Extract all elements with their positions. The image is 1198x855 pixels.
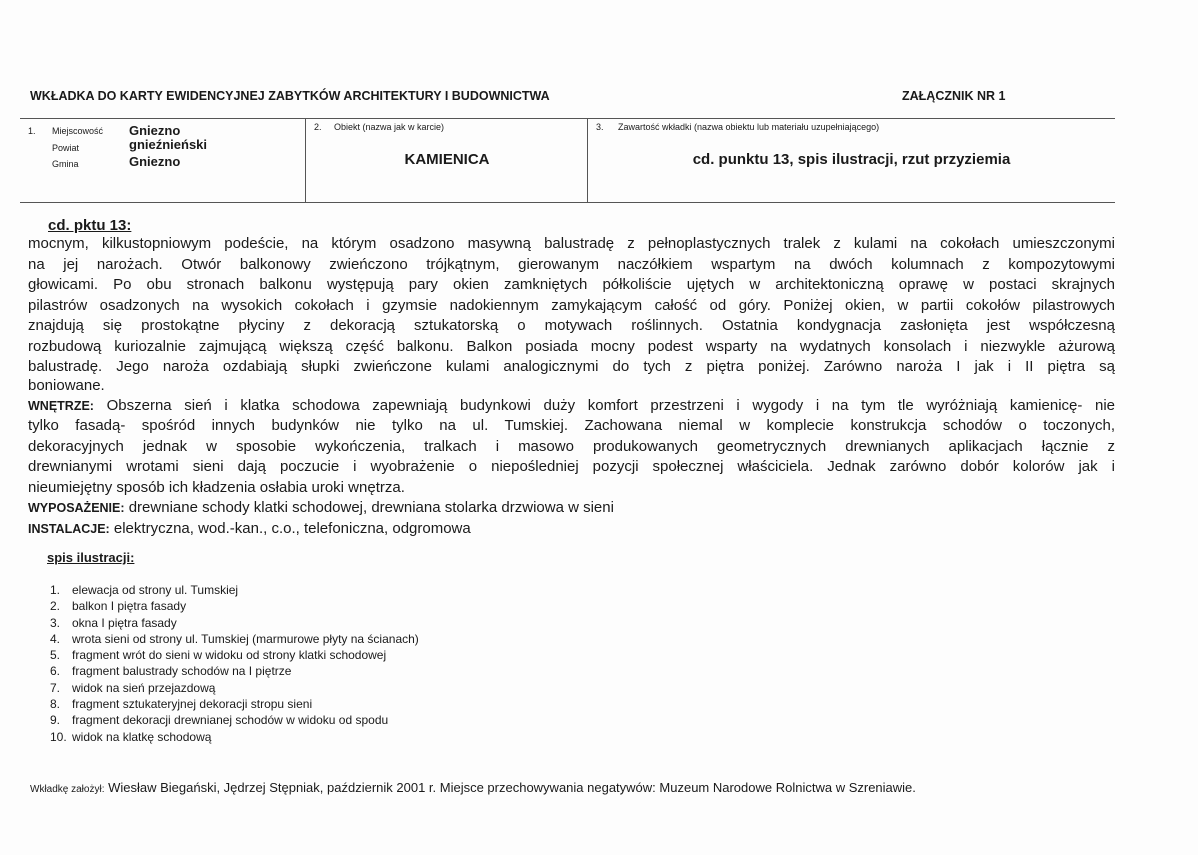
installations-line	[28, 519, 1115, 540]
footer	[30, 780, 916, 795]
list-item	[50, 680, 419, 696]
object-value: KAMIENICA	[404, 151, 490, 168]
item-text: widok na sień przejazdową	[72, 680, 216, 695]
contents-value: cd. punktu 13, spis ilustracji, rzut przyziemia	[692, 151, 1011, 168]
text-line: nieumiejętny sposób ich kładzenia osłabia uroki wnętrza.	[28, 478, 405, 496]
item-text: widok na klatkę schodową	[72, 729, 212, 744]
object-cell	[305, 119, 588, 202]
cell-number: 3.	[596, 122, 604, 132]
text-line: znajdują się prostokątne płyciny z dekoracją sztukatorską o motywach roślinnych. Ostatnia kondygnacja zasłonięta jest współczesną	[28, 317, 1115, 334]
object-label: Obiekt (nazwa jak w karcie)	[334, 122, 445, 132]
item-text: elewacja od strony ul. Tumskiej	[72, 583, 239, 597]
footer-text: Wiesław Biegański, Jędrzej Stępniak, październik 2001 r. Miejsce przechowywania negatywów: Muzeum Narodowe Rolnictwa w Szreniawie.	[104, 780, 916, 795]
text-line: pilastrów osadzonych na wysokich cokołach i gzymsie nadokiennym zamykającym całość od góry. Poniżej okien, w partii cokołów pilastrowych	[28, 296, 1115, 314]
equipment-label: WYPOSAŻENIE:	[28, 501, 125, 515]
cell-number: 2.	[314, 122, 322, 132]
item-number: 2.	[50, 599, 61, 614]
item-number: 8.	[50, 697, 61, 712]
gmina-value: Gniezno	[129, 154, 181, 169]
footer-label: Wkładkę założył:	[30, 784, 105, 795]
installations-text: elektryczna, wod.-kan., c.o., telefoniczna, odgromowa	[109, 519, 471, 537]
text-line: rozbudową kuriozalnie zajmującą większą część balkonu. Balkon posiada mocny podest wsparty na wydatnych konsolach i niezwykle ażurową	[28, 337, 1115, 355]
list-item	[50, 696, 419, 712]
item-text: fragment dekoracji drewnianej schodów w widoku od spodu	[72, 713, 389, 728]
equipment-text: drewniane schody klatki schodowej, drewniana stolarka drzwiowa w sieni	[124, 499, 614, 516]
document-title: WKŁADKA DO KARTY EWIDENCYJNEJ ZABYTKÓW ARCHITEKTURY I BUDOWNICTWA	[30, 89, 550, 103]
miejscowosc-value: Gniezno	[129, 123, 181, 138]
list-item	[50, 712, 419, 728]
item-number: 9.	[50, 713, 61, 728]
contents-label: Zawartość wkładki (nazwa obiektu lub materiału uzupełniającego)	[618, 122, 880, 132]
section-heading: cd. pktu 13:	[48, 217, 132, 234]
text-span: Obszerna sień i klatka schodowa zapewniają budynkowi duży komfort przestrzeni i wygody i na tym tle wyróżniają kamienicę- nie	[93, 396, 1115, 414]
miejscowosc-label: Miejscowość	[52, 126, 104, 136]
annex-number: ZAŁĄCZNIK NR 1	[902, 89, 1006, 103]
item-number: 6.	[50, 664, 61, 679]
list-item	[50, 663, 419, 679]
interior-line	[28, 396, 1115, 417]
item-text: fragment balustrady schodów na I piętrze	[72, 664, 292, 679]
list-item	[50, 582, 419, 598]
text-line: dekoracyjnych jednak w sposobie wykończenia, tralkach i masowo produkowanych geometrycznych drewnianych aplikacjach łącznie z	[28, 437, 1115, 455]
cell-number: 1.	[28, 126, 36, 136]
illustrations-heading: spis ilustracji:	[47, 550, 135, 565]
text-line: głowicami. Po obu stronach balkonu występują pary okien zamkniętych półkoliście ujętych w architektoniczną oprawę w postaci skrajnych	[28, 276, 1115, 293]
list-item	[50, 647, 419, 663]
text-line: balustradę. Jego naroża ozdabiają słupki zwieńczone kulami analogicznymi do tych z piętra poniżej. Zarówno naroża I jak i II piętra są	[28, 358, 1115, 375]
powiat-value: gnieźnieński	[129, 137, 208, 152]
equipment-line	[28, 498, 1115, 519]
item-number: 1.	[50, 583, 61, 597]
text-line: tylko fasadą- spośród innych budynków nie tylko na ul. Tumskiej. Zachowana niemal w komplecie konstrukcja schodów o toczonych,	[28, 417, 1115, 434]
item-number: 7.	[50, 680, 61, 695]
text-line: mocnym, kilkustopniowym podeście, na którym osadzono masywną balustradę z pełnoplastycznych tralek z kulami na cokołach umieszczonymi	[28, 235, 1115, 252]
list-item	[50, 615, 419, 631]
item-number: 10.	[50, 729, 67, 744]
item-text: wrota sieni od strony ul. Tumskiej (marmurowe płyty na ścianach)	[72, 631, 419, 646]
item-text: balkon I piętra fasady	[72, 599, 187, 614]
contents-cell	[587, 119, 1115, 202]
item-text: fragment wrót do sieni w widoku od strony klatki schodowej	[72, 648, 387, 663]
item-text: okna I piętra fasady	[72, 615, 177, 630]
item-text: fragment sztukateryjnej dekoracji stropu sieni	[72, 697, 313, 712]
illustrations-list	[50, 582, 419, 745]
item-number: 3.	[50, 615, 61, 630]
gmina-label: Gmina	[52, 159, 79, 169]
item-number: 4.	[50, 631, 61, 646]
location-cell	[20, 119, 305, 202]
header-table	[20, 118, 1115, 203]
installations-label: INSTALACJE:	[28, 521, 110, 536]
interior-label: WNĘTRZE:	[28, 398, 94, 413]
text-line: drewnianymi wrotami sieni dają poczucie i wyobrażenie o niepośledniej pozycji społecznej właściciela. Jednak zarówno dobór kolorów jak i	[28, 458, 1115, 475]
text-line: boniowane.	[28, 377, 105, 394]
powiat-label: Powiat	[52, 143, 80, 153]
text-line: na jej narożach. Otwór balkonowy zwieńczono trójkątnym, gierowanym naczółkiem wspartym na dwóch kolumnach z kompozytowymi	[28, 255, 1115, 273]
list-item	[50, 729, 419, 745]
facade-description	[28, 234, 1115, 539]
list-item	[50, 631, 419, 647]
list-item	[50, 598, 419, 614]
item-number: 5.	[50, 648, 61, 663]
